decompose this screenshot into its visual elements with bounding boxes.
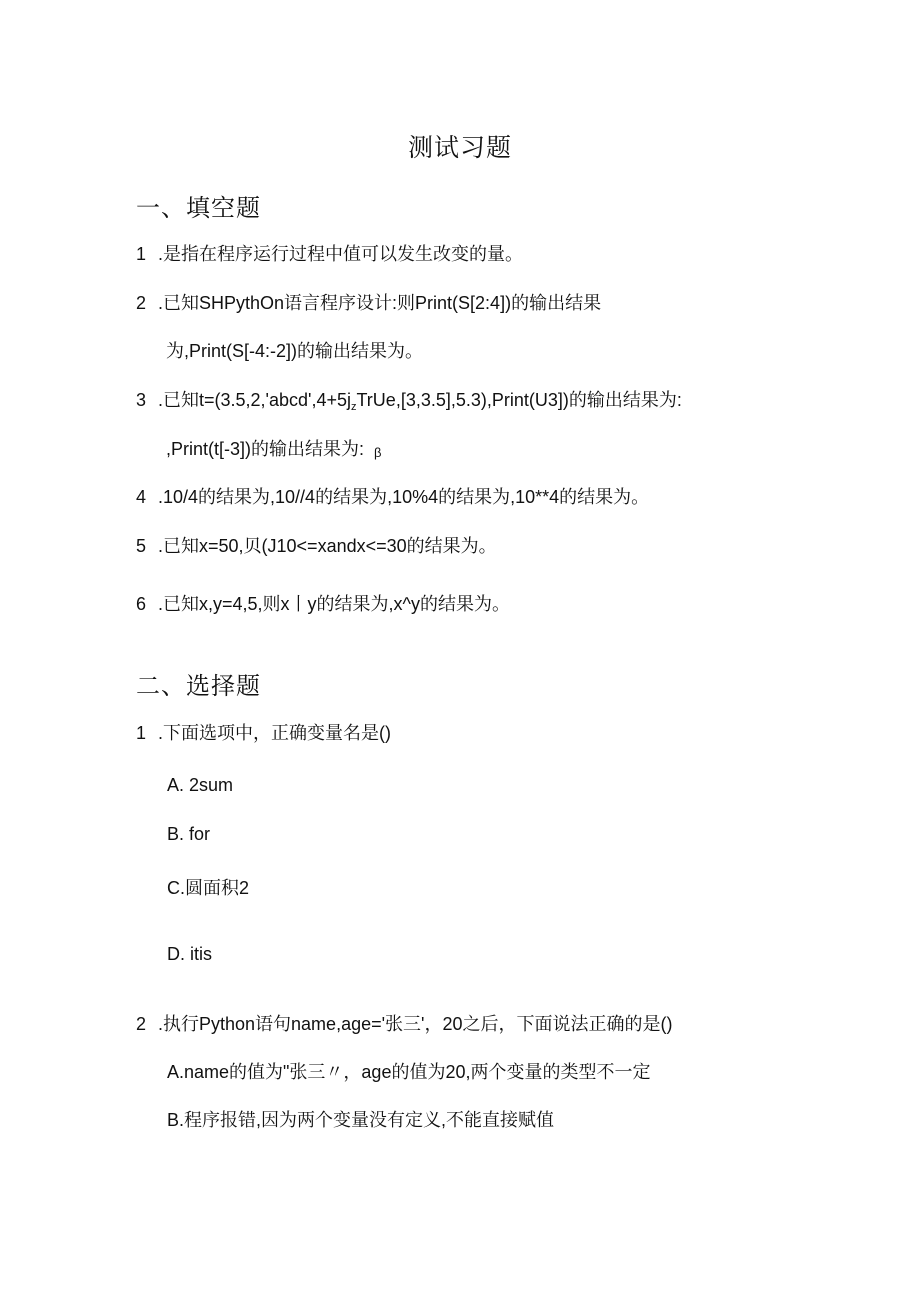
question-text: .已知t=(3.5,2,'abcd',4+5j xyxy=(158,390,351,410)
question-text: .已知x,y=4,5,则x丨y的结果为,x^y的结果为。 xyxy=(158,594,510,614)
question-text: .已知SHPythOn语言程序设计:则Print(S[2:4])的输出结果 xyxy=(158,293,602,313)
question-number: 6 xyxy=(136,594,147,614)
question-2-2 xyxy=(136,1012,673,1036)
question-number: 3 xyxy=(136,390,147,410)
option-a: A. 2sum xyxy=(167,775,234,795)
question-text-subscript: z xyxy=(350,401,357,413)
question-text: ,Print(t[-3])的输出结果为: xyxy=(166,439,365,459)
page-title: 测试习题 xyxy=(407,134,512,162)
question-2-1 xyxy=(136,721,391,745)
question-1-4 xyxy=(136,485,649,509)
question-text: .已知x=50,贝(J10<=xandx<=30的结果为。 xyxy=(158,536,497,556)
question-text: .10/4的结果为,10//4的结果为,10%4的结果为,10**4的结果为。 xyxy=(158,487,650,507)
question-text: .执行Python语句name,age='张三'，20之后，下面说法正确的是() xyxy=(158,1014,673,1034)
question-number: 1 xyxy=(136,244,147,264)
section-heading-multiple-choice: 二、选择题 xyxy=(136,673,261,700)
question-number: 5 xyxy=(136,536,147,556)
question-1-2-continuation: 为,Print(S[-4:-2])的输出结果为。 xyxy=(166,341,424,361)
question-text-tail: β xyxy=(374,445,382,460)
option-b: B. for xyxy=(167,824,211,844)
question-number: 2 xyxy=(136,1014,147,1034)
question-number: 4 xyxy=(136,487,147,507)
question-1-3-continuation xyxy=(166,437,382,465)
option-c: C.圆面积2 xyxy=(167,878,250,898)
section-heading-fill-in: 一、填空题 xyxy=(136,195,261,222)
question-1-5 xyxy=(136,534,497,558)
option-d: D. itis xyxy=(167,944,212,964)
question-number: 1 xyxy=(136,723,147,743)
question-1-3 xyxy=(136,388,682,419)
question-text-rest: TrUe,[3,3.5],5.3),Print(U3])的输出结果为: xyxy=(356,390,682,410)
question-text: .是指在程序运行过程中值可以发生改变的量。 xyxy=(158,244,523,264)
question-text: .下面选项中，正确变量名是() xyxy=(158,723,391,743)
option-b: B.程序报错,因为两个变量没有定义,不能直接赋值 xyxy=(167,1110,555,1130)
question-1-2 xyxy=(136,291,601,315)
question-number: 2 xyxy=(136,293,147,313)
question-1-6 xyxy=(136,592,510,616)
question-1-1 xyxy=(136,242,523,266)
option-a: A.name的值为"张三〃，age的值为20,两个变量的类型不一定 xyxy=(167,1062,651,1082)
